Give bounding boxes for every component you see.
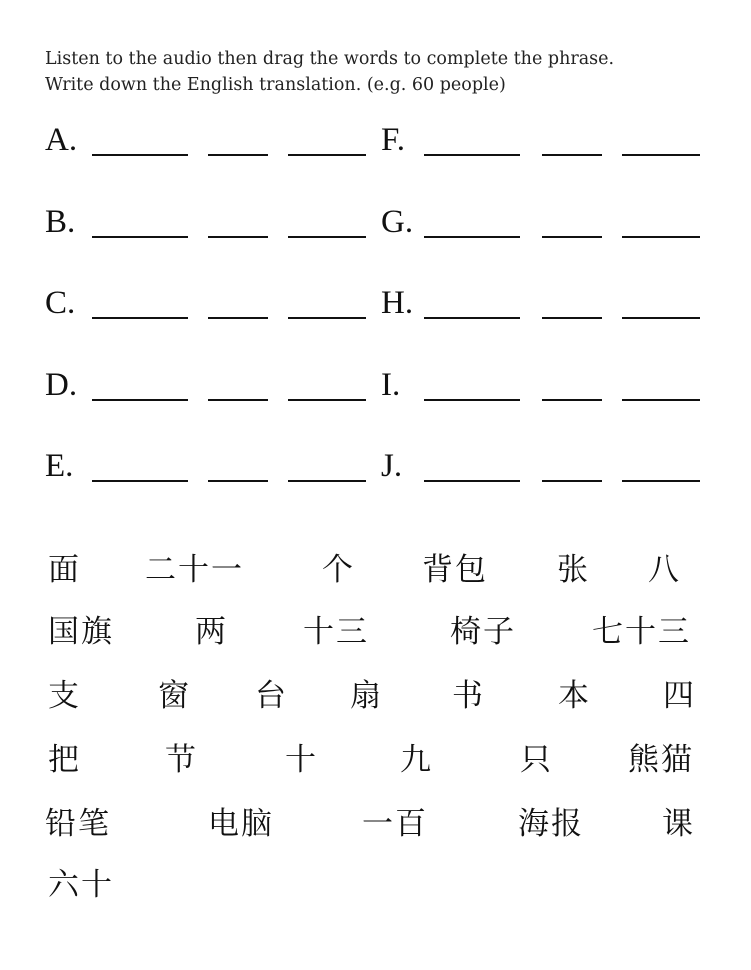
draggable-word[interactable]: 面 — [48, 552, 81, 588]
draggable-word[interactable]: 电脑 — [208, 806, 274, 842]
question-row — [0, 120, 751, 160]
draggable-word[interactable]: 熊猫 — [628, 742, 694, 778]
question-row — [0, 202, 751, 242]
draggable-word[interactable]: 海报 — [518, 806, 584, 842]
drop-blank[interactable] — [542, 236, 602, 238]
question-label: F. — [381, 122, 405, 158]
question-row — [0, 283, 751, 323]
draggable-word[interactable]: 背包 — [422, 552, 488, 588]
draggable-word[interactable]: 课 — [662, 806, 695, 842]
draggable-word[interactable]: 台 — [255, 678, 288, 714]
draggable-word[interactable]: 个 — [322, 552, 355, 588]
draggable-word[interactable]: 四 — [663, 678, 696, 714]
draggable-word[interactable]: 八 — [648, 552, 681, 588]
draggable-word[interactable]: 扇 — [350, 678, 383, 714]
draggable-word[interactable]: 十三 — [303, 614, 369, 650]
question-label: H. — [381, 285, 414, 321]
draggable-word[interactable]: 六十 — [48, 867, 114, 903]
draggable-word[interactable]: 七十三 — [592, 614, 691, 650]
question-row — [0, 446, 751, 486]
drop-blank[interactable] — [542, 399, 602, 401]
question-label: B. — [45, 204, 76, 240]
drop-blank[interactable] — [622, 236, 700, 238]
question-label: J. — [381, 448, 403, 484]
draggable-word[interactable]: 只 — [520, 742, 553, 778]
drop-blank[interactable] — [542, 317, 602, 319]
drop-blank[interactable] — [424, 154, 520, 156]
drop-blank[interactable] — [622, 480, 700, 482]
drop-blank[interactable] — [424, 399, 520, 401]
instruction-line-2: Write down the English translation. (e.g. 60 people) — [45, 75, 506, 95]
draggable-word[interactable]: 张 — [557, 552, 590, 588]
instructions — [45, 46, 614, 98]
instruction-line-1: Listen to the audio then drag the words to complete the phrase. — [45, 49, 615, 69]
drop-blank[interactable] — [622, 399, 700, 401]
draggable-word[interactable]: 节 — [165, 742, 198, 778]
question-label: I. — [381, 367, 401, 403]
drop-blank[interactable] — [424, 480, 520, 482]
drop-blank[interactable] — [542, 480, 602, 482]
drop-blank[interactable] — [424, 317, 520, 319]
drop-blank[interactable] — [542, 154, 602, 156]
drop-blank[interactable] — [622, 154, 700, 156]
draggable-word[interactable]: 本 — [558, 678, 591, 714]
draggable-word[interactable]: 九 — [400, 742, 433, 778]
draggable-word[interactable]: 铅笔 — [45, 806, 111, 842]
draggable-word[interactable]: 椅子 — [450, 614, 516, 650]
question-label: D. — [45, 367, 78, 403]
question-row — [0, 365, 751, 405]
draggable-word[interactable]: 一百 — [362, 806, 428, 842]
draggable-word[interactable]: 两 — [195, 614, 228, 650]
question-label: A. — [45, 122, 78, 158]
draggable-word[interactable]: 把 — [48, 742, 81, 778]
draggable-word[interactable]: 二十一 — [145, 552, 244, 588]
question-label: G. — [381, 204, 414, 240]
draggable-word[interactable]: 书 — [452, 678, 485, 714]
draggable-word[interactable]: 支 — [48, 678, 81, 714]
question-label: E. — [45, 448, 74, 484]
draggable-word[interactable]: 国旗 — [48, 614, 114, 650]
drop-blank[interactable] — [622, 317, 700, 319]
question-label: C. — [45, 285, 76, 321]
drop-blank[interactable] — [424, 236, 520, 238]
draggable-word[interactable]: 十 — [285, 742, 318, 778]
draggable-word[interactable]: 窗 — [158, 678, 191, 714]
